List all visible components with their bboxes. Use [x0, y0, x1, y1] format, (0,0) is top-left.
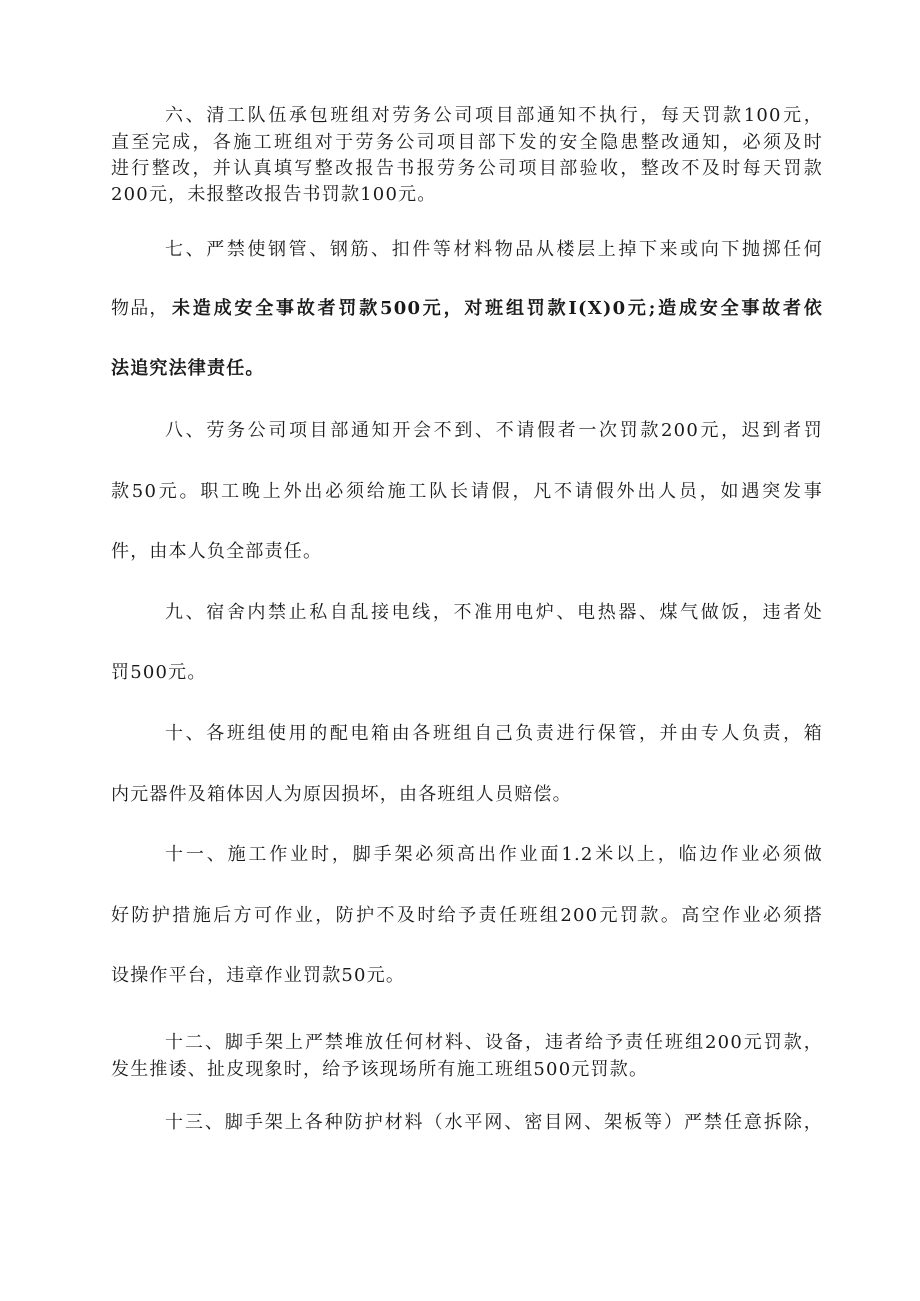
paragraph-6-line-2: 直至完成，各施工班组对于劳务公司项目部下发的安全隐患整改通知，必须及时 [111, 132, 823, 153]
paragraph-6-line-1: 六、清工队伍承包班组对劳务公司项目部通知不执行，每天罚款100元， [165, 105, 823, 126]
paragraph-6-line-3: 进行整改，并认真填写整改报告书报劳务公司项目部验收，整改不及时每天罚款 [111, 158, 823, 179]
paragraph-7-line-1: 七、严禁使钢管、钢筋、扣件等材料物品从楼层上掉下来或向下抛掷任何 [165, 239, 823, 260]
paragraph-8-line-1: 八、劳务公司项目部通知开会不到、不请假者一次罚款200元，迟到者罚 [165, 420, 823, 441]
paragraph-8-line-2: 款50元。职工晚上外出必须给施工队长请假，凡不请假外出人员，如遇突发事 [111, 481, 823, 502]
paragraph-11-line-3: 设操作平台，违章作业罚款50元。 [111, 965, 406, 986]
paragraph-11-line-1: 十一、施工作业时，脚手架必须高出作业面1.2米以上，临边作业必须做 [165, 844, 823, 865]
paragraph-12-line-1: 十二、脚手架上严禁堆放任何材料、设备，违者给予责任班组200元罚款， [165, 1032, 823, 1053]
paragraph-10-line-2: 内元器件及箱体因人为原因损坏，由各班组人员赔偿。 [111, 784, 572, 805]
paragraph-9-line-2: 罚500元。 [111, 662, 207, 683]
paragraph-10-line-1: 十、各班组使用的配电箱由各班组自己负责进行保管，并由专人负责，箱 [165, 723, 823, 744]
paragraph-7-line-2b: 未造成安全事故者罚款500元，对班组罚款I(X)0元;造成安全事故者依 [172, 298, 823, 319]
paragraph-7-line-2a: 物品， [111, 298, 169, 319]
paragraph-7-line-3: 法追究法律责任。 [111, 358, 265, 379]
paragraph-6-line-4: 200元，未报整改报告书罚款100元。 [111, 184, 437, 205]
paragraph-8-line-3: 件，由本人负全部责任。 [111, 541, 323, 562]
paragraph-12-line-2: 发生推诿、扯皮现象时，给予该现场所有施工班组500元罚款。 [111, 1059, 649, 1080]
paragraph-13-line-1: 十三、脚手架上各种防护材料（水平网、密目网、架板等）严禁任意拆除， [165, 1112, 823, 1133]
paragraph-9-line-1: 九、宿舍内禁止私自乱接电线，不准用电炉、电热器、煤气做饭，违者处 [165, 602, 823, 623]
paragraph-11-line-2: 好防护措施后方可作业，防护不及时给予责任班组200元罚款。高空作业必须搭 [111, 905, 823, 926]
